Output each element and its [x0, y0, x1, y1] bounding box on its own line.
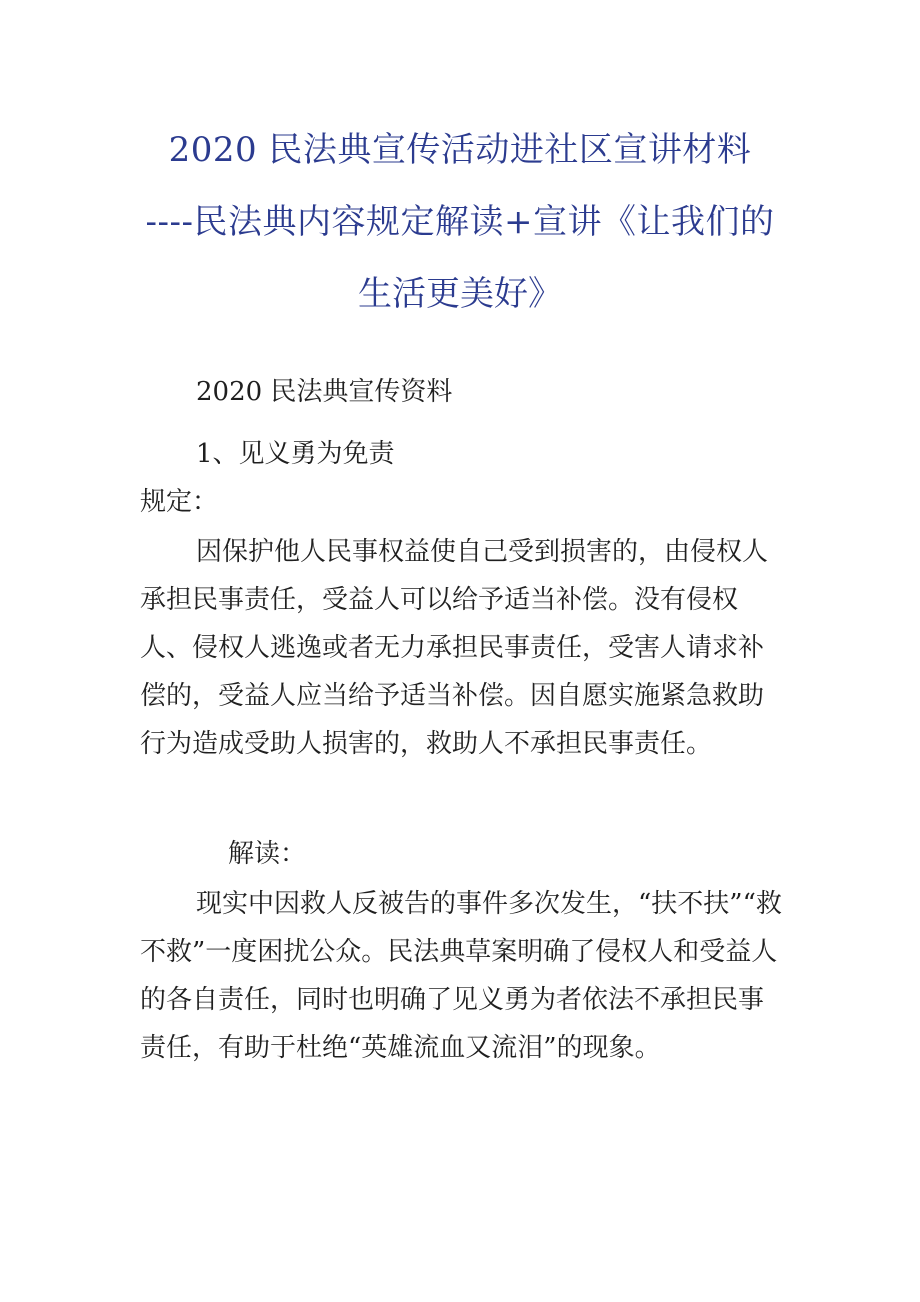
interpretation-paragraph: 现实中因救人反被告的事件多次发生，“扶不扶”“救不救”一度困扰公众。民法典草案明确了侵权人和受益人的各自责任，同时也明确了见义勇为者依法不承担民事责任，有助于杜绝“英雄流血又流泪”的现象。 [140, 889, 782, 1063]
section-heading: 2020 民法典宣传资料 [196, 377, 453, 407]
title-line-3: 生活更美好》 [358, 274, 562, 314]
title-line-2: ----民法典内容规定解读+宣讲《让我们的 [145, 202, 775, 242]
document-title [140, 114, 780, 330]
interpretation-label: 解读： [228, 839, 307, 869]
rule-paragraph: 因保护他人民事权益使自己受到损害的，由侵权人承担民事责任，受益人可以给予适当补偿。没有侵权人、侵权人逃逸或者无力承担民事责任，受害人请求补偿的，受益人应当给予适当补偿。因自愿实施紧急救助行为造成受助人损害的，救助人不承担民事责任。 [140, 537, 769, 759]
rule-label: 规定： [140, 487, 219, 517]
item-heading: 1、见义勇为免责 [196, 439, 395, 469]
title-line-1: 2020 民法典宣传活动进社区宣讲材料 [168, 130, 752, 170]
